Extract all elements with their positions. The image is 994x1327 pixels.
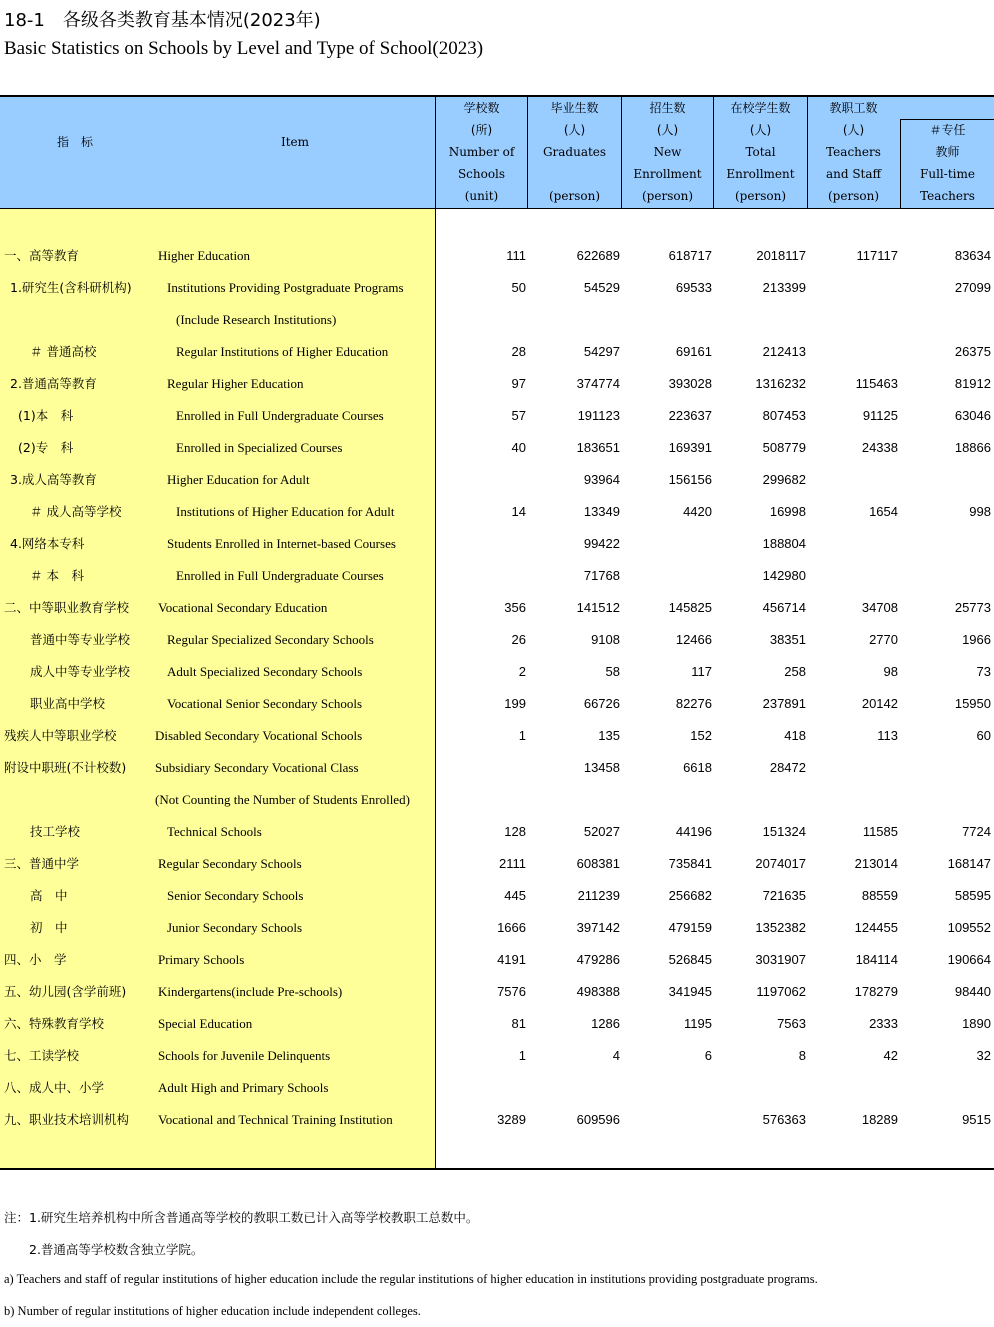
row-label-cn: 普通中等专业学校 — [30, 632, 131, 647]
table-row — [0, 240, 994, 272]
cell-fulltime-teachers: 1966 — [962, 632, 991, 647]
cell-schools: 97 — [511, 376, 526, 391]
cell-fulltime-teachers: 27099 — [954, 280, 991, 295]
cell-total-enrollment: 807453 — [762, 408, 806, 423]
row-label-cn: ＃ 成人高等学校 — [30, 504, 122, 519]
table-row — [0, 1072, 994, 1104]
row-label-cn: 残疾人中等职业学校 — [4, 728, 117, 743]
cell-graduates: 4 — [612, 1048, 620, 1063]
cell-schools: 57 — [511, 408, 526, 423]
row-label-cn: 职业高中学校 — [30, 696, 106, 711]
cell-staff: 115463 — [855, 376, 898, 391]
cell-total-enrollment: 28472 — [769, 760, 806, 775]
row-label-cn: 技工学校 — [30, 824, 81, 839]
cell-total-enrollment: 1352382 — [755, 920, 806, 935]
cell-new-enrollment: 44196 — [675, 824, 712, 839]
table-row — [0, 336, 994, 368]
cell-new-enrollment: 69161 — [675, 344, 712, 359]
cell-total-enrollment: 142980 — [762, 568, 806, 583]
row-label-cn: 三、普通中学 — [4, 856, 80, 871]
cell-graduates: 13349 — [583, 504, 620, 519]
cell-new-enrollment: 479159 — [668, 920, 712, 935]
table-row — [0, 976, 994, 1008]
cell-graduates: 135 — [598, 728, 620, 743]
table-row — [0, 944, 994, 976]
cell-staff: 113 — [877, 728, 898, 743]
cell-new-enrollment: 393028 — [668, 376, 712, 391]
table-row — [0, 752, 994, 784]
cell-graduates: 622689 — [576, 248, 620, 263]
cell-new-enrollment: 341945 — [668, 984, 712, 999]
cell-graduates: 13458 — [583, 760, 620, 775]
cell-new-enrollment: 82276 — [675, 696, 712, 711]
header-new-enrollment: 招生数 (人) New Enrollment (person) — [633, 101, 702, 203]
cell-schools: 111 — [506, 248, 526, 263]
table-row — [0, 592, 994, 624]
row-label-cn: 一、高等教育 — [4, 248, 80, 263]
table-row — [0, 656, 994, 688]
row-label-en: Regular Specialized Secondary Schools — [167, 632, 374, 647]
cell-schools: 40 — [511, 440, 526, 455]
header-staff: 教职工数 (人) Teachers and Staff (person) — [825, 101, 882, 203]
table-row — [0, 1104, 994, 1136]
cell-new-enrollment: 117 — [691, 664, 712, 679]
table-row — [0, 624, 994, 656]
cell-staff: 42 — [883, 1048, 898, 1063]
cell-fulltime-teachers: 109552 — [947, 920, 991, 935]
cell-graduates: 479286 — [576, 952, 620, 967]
row-label-cn: 九、职业技术培训机构 — [4, 1112, 130, 1127]
statistics-table — [0, 95, 994, 1170]
row-label-en: (Not Counting the Number of Students Enrolled) — [155, 792, 410, 807]
row-label-en: Regular Secondary Schools — [158, 856, 302, 871]
cell-fulltime-teachers: 98440 — [954, 984, 991, 999]
cell-total-enrollment: 8 — [798, 1048, 806, 1063]
cell-schools: 7576 — [497, 984, 526, 999]
cell-graduates: 9108 — [591, 632, 620, 647]
table-row — [0, 816, 994, 848]
cell-fulltime-teachers: 15950 — [954, 696, 991, 711]
cell-staff: 98 — [883, 664, 898, 679]
cell-fulltime-teachers: 998 — [969, 504, 991, 519]
table-row — [0, 432, 994, 464]
cell-staff: 18289 — [861, 1112, 898, 1127]
row-label-en: Vocational Senior Secondary Schools — [167, 696, 363, 711]
divider — [527, 97, 528, 208]
table-row — [0, 1040, 994, 1072]
row-label-cn: 六、特殊教育学校 — [4, 1016, 105, 1031]
header-fulltime: ＃专任 教师 Full-time Teachers — [920, 123, 975, 203]
cell-fulltime-teachers: 58595 — [954, 888, 991, 903]
cell-new-enrollment: 618717 — [668, 248, 712, 263]
cell-new-enrollment: 6618 — [683, 760, 712, 775]
header-item: Item — [280, 135, 310, 149]
cell-new-enrollment: 735841 — [668, 856, 712, 871]
table-row — [0, 560, 994, 592]
header-graduates: 毕业生数 (人) Graduates (person) — [542, 101, 607, 203]
row-label-en: Institutions of Higher Education for Adult — [176, 504, 395, 519]
cell-schools: 4191 — [497, 952, 526, 967]
cell-schools: 14 — [511, 504, 526, 519]
cell-new-enrollment: 526845 — [668, 952, 712, 967]
cell-new-enrollment: 223637 — [668, 408, 712, 423]
cell-graduates: 52027 — [583, 824, 620, 839]
table-row — [0, 880, 994, 912]
cell-new-enrollment: 156156 — [668, 472, 712, 487]
cell-schools: 128 — [504, 824, 526, 839]
table-header — [0, 97, 994, 209]
cell-staff: 88559 — [861, 888, 898, 903]
cell-schools: 199 — [504, 696, 526, 711]
cell-total-enrollment: 1316232 — [755, 376, 806, 391]
cell-fulltime-teachers: 81912 — [954, 376, 991, 391]
footnote-en-b: b) Number of regular institutions of higher education include independent colleges. — [4, 1304, 421, 1318]
cell-total-enrollment: 299682 — [762, 472, 806, 487]
cell-staff: 178279 — [854, 984, 898, 999]
cell-total-enrollment: 721635 — [762, 888, 806, 903]
cell-total-enrollment: 3031907 — [755, 952, 806, 967]
row-label-cn: 高 中 — [30, 888, 68, 903]
cell-fulltime-teachers: 26375 — [954, 344, 991, 359]
row-label-en: Higher Education for Adult — [167, 472, 310, 487]
cell-total-enrollment: 576363 — [762, 1112, 806, 1127]
cell-schools: 1 — [518, 1048, 526, 1063]
cell-graduates: 99422 — [583, 536, 620, 551]
cell-total-enrollment: 2018117 — [756, 248, 806, 263]
cell-graduates: 58 — [605, 664, 620, 679]
cell-graduates: 608381 — [576, 856, 620, 871]
cell-fulltime-teachers: 1890 — [962, 1016, 991, 1031]
row-label-en: (Include Research Institutions) — [176, 312, 337, 327]
cell-graduates: 498388 — [576, 984, 620, 999]
cell-new-enrollment: 169391 — [668, 440, 712, 455]
cell-new-enrollment: 69533 — [675, 280, 712, 295]
cell-new-enrollment: 256682 — [668, 888, 712, 903]
cell-new-enrollment: 4420 — [683, 504, 712, 519]
cell-schools: 1 — [518, 728, 526, 743]
row-label-cn: ＃ 普通高校 — [30, 344, 97, 359]
cell-staff: 213014 — [854, 856, 898, 871]
cell-total-enrollment: 237891 — [762, 696, 806, 711]
row-label-en: Primary Schools — [158, 952, 245, 967]
cell-fulltime-teachers: 63046 — [954, 408, 991, 423]
header-schools: 学校数 (所) Number of Schools (unit) — [448, 101, 515, 203]
cell-graduates: 609596 — [576, 1112, 620, 1127]
cell-new-enrollment: 1195 — [684, 1016, 712, 1031]
row-label-cn: 4.网络本专科 — [10, 536, 85, 551]
cell-schools: 445 — [504, 888, 526, 903]
cell-fulltime-teachers: 190664 — [947, 952, 991, 967]
footnote-cn-2: 2.普通高等学校数含独立学院。 — [4, 1242, 204, 1257]
cell-fulltime-teachers: 9515 — [962, 1112, 991, 1127]
row-label-en: Schools for Juvenile Delinquents — [158, 1048, 331, 1063]
footnote-en-a: a) Teachers and staff of regular institutions of higher education include the regular institutions of higher education in institutions providing postgraduate programs. — [4, 1272, 818, 1286]
cell-total-enrollment: 212413 — [762, 344, 806, 359]
cell-staff: 20142 — [861, 696, 898, 711]
cell-staff: 91125 — [862, 408, 898, 423]
cell-schools: 2111 — [499, 856, 526, 871]
row-label-cn: 2.普通高等教育 — [10, 376, 97, 391]
cell-new-enrollment: 145825 — [668, 600, 712, 615]
cell-total-enrollment: 38351 — [769, 632, 806, 647]
cell-graduates: 191123 — [577, 408, 620, 423]
row-label-en: Enrolled in Specialized Courses — [176, 440, 343, 455]
footnote-cn-1: 注：1.研究生培养机构中所含普通高等学校的教职工数已计入高等学校教职工总数中。 — [4, 1210, 479, 1225]
row-label-en: Vocational Secondary Education — [158, 600, 328, 615]
row-label-cn: 五、幼儿园(含学前班) — [4, 984, 127, 999]
cell-total-enrollment: 258 — [784, 664, 806, 679]
row-label-cn: 四、小 学 — [4, 952, 67, 967]
cell-total-enrollment: 151324 — [762, 824, 806, 839]
cell-staff: 24338 — [861, 440, 898, 455]
cell-staff: 34708 — [861, 600, 898, 615]
cell-total-enrollment: 213399 — [762, 280, 806, 295]
cell-total-enrollment: 418 — [784, 728, 806, 743]
row-label-cn: 附设中职班(不计校数) — [4, 760, 127, 775]
cell-graduates: 397142 — [576, 920, 620, 935]
row-label-cn: (2)专 科 — [18, 440, 74, 455]
cell-total-enrollment: 188804 — [762, 536, 806, 551]
divider — [713, 97, 714, 208]
cell-schools: 28 — [511, 344, 526, 359]
row-label-cn: 3.成人高等教育 — [10, 472, 97, 487]
cell-graduates: 211239 — [577, 888, 620, 903]
cell-schools: 50 — [511, 280, 526, 295]
header-total-enrollment: 在校学生数 (人) Total Enrollment (person) — [726, 101, 795, 203]
cell-staff: 11585 — [862, 824, 898, 839]
cell-staff: 117117 — [856, 248, 898, 263]
divider — [807, 97, 808, 208]
cell-fulltime-teachers: 60 — [976, 728, 991, 743]
cell-new-enrollment: 152 — [690, 728, 712, 743]
row-label-en: Vocational and Technical Training Institution — [158, 1112, 393, 1127]
cell-graduates: 66726 — [583, 696, 620, 711]
row-label-en: Kindergartens(include Pre-schools) — [158, 984, 343, 999]
cell-schools: 1666 — [497, 920, 526, 935]
row-label-cn: 八、成人中、小学 — [4, 1080, 105, 1095]
table-row — [0, 496, 994, 528]
cell-total-enrollment: 2074017 — [755, 856, 806, 871]
cell-graduates: 54529 — [583, 280, 620, 295]
cell-graduates: 183651 — [576, 440, 620, 455]
row-label-en: Disabled Secondary Vocational Schools — [155, 728, 363, 743]
row-label-en: Regular Institutions of Higher Education — [176, 344, 389, 359]
cell-staff: 1654 — [869, 504, 898, 519]
table-row — [0, 304, 994, 336]
row-label-en: Students Enrolled in Internet-based Courses — [167, 536, 396, 551]
row-label-en: Adult High and Primary Schools — [158, 1080, 329, 1095]
table-row — [0, 720, 994, 752]
row-label-en: Higher Education — [158, 248, 251, 263]
row-label-cn: 成人中等专业学校 — [30, 664, 131, 679]
cell-staff: 2333 — [869, 1016, 898, 1031]
row-label-cn: 二、中等职业教育学校 — [4, 600, 130, 615]
row-label-en: Enrolled in Full Undergraduate Courses — [176, 408, 384, 423]
row-label-en: Special Education — [158, 1016, 253, 1031]
cell-total-enrollment: 508779 — [762, 440, 806, 455]
row-label-cn: 七、工读学校 — [4, 1048, 80, 1063]
cell-schools: 2 — [518, 664, 526, 679]
header-indicator: 指 标 — [56, 135, 93, 149]
table-row — [0, 688, 994, 720]
table-row — [0, 1008, 994, 1040]
table-row — [0, 912, 994, 944]
table-row — [0, 784, 994, 816]
table-row — [0, 464, 994, 496]
cell-staff: 124455 — [854, 920, 898, 935]
cell-fulltime-teachers: 83634 — [954, 248, 991, 263]
table-row — [0, 848, 994, 880]
cell-fulltime-teachers: 168147 — [947, 856, 991, 871]
cell-total-enrollment: 1197062 — [756, 984, 806, 999]
row-label-en: Enrolled in Full Undergraduate Courses — [176, 568, 384, 583]
cell-fulltime-teachers: 7724 — [962, 824, 991, 839]
table-title-en: Basic Statistics on Schools by Level and Type of School(2023) — [4, 38, 484, 59]
table-row — [0, 368, 994, 400]
cell-fulltime-teachers: 18866 — [954, 440, 991, 455]
table-row — [0, 272, 994, 304]
row-label-en: Adult Specialized Secondary Schools — [167, 664, 363, 679]
cell-schools: 81 — [511, 1016, 526, 1031]
cell-graduates: 374774 — [576, 376, 620, 391]
row-label-cn: (1)本 科 — [18, 408, 74, 423]
cell-graduates: 141512 — [576, 600, 620, 615]
row-label-en: Senior Secondary Schools — [167, 888, 304, 903]
cell-total-enrollment: 456714 — [762, 600, 806, 615]
row-label-en: Junior Secondary Schools — [167, 920, 303, 935]
row-label-cn: 1.研究生(含科研机构) — [10, 280, 132, 295]
row-label-cn: ＃ 本 科 — [30, 568, 84, 583]
cell-graduates: 1286 — [591, 1016, 620, 1031]
cell-total-enrollment: 16998 — [769, 504, 806, 519]
divider — [621, 97, 622, 208]
table-title-cn: 18-1 各级各类教育基本情况(2023年) — [4, 10, 321, 31]
cell-schools: 3289 — [497, 1112, 526, 1127]
table-row — [0, 400, 994, 432]
table-row — [0, 528, 994, 560]
cell-schools: 26 — [511, 632, 526, 647]
cell-staff: 2770 — [869, 632, 898, 647]
cell-graduates: 93964 — [583, 472, 620, 487]
cell-staff: 184114 — [855, 952, 898, 967]
cell-new-enrollment: 12466 — [675, 632, 712, 647]
row-label-en: Institutions Providing Postgraduate Programs — [167, 280, 404, 295]
cell-fulltime-teachers: 32 — [976, 1048, 991, 1063]
row-label-en: Regular Higher Education — [167, 376, 304, 391]
row-label-en: Technical Schools — [167, 824, 262, 839]
cell-graduates: 71768 — [583, 568, 620, 583]
cell-total-enrollment: 7563 — [777, 1016, 806, 1031]
cell-new-enrollment: 6 — [704, 1048, 712, 1063]
cell-schools: 356 — [504, 600, 526, 615]
cell-fulltime-teachers: 73 — [976, 664, 991, 679]
cell-fulltime-teachers: 25773 — [954, 600, 991, 615]
cell-graduates: 54297 — [583, 344, 620, 359]
row-label-en: Subsidiary Secondary Vocational Class — [155, 760, 359, 775]
row-label-cn: 初 中 — [30, 920, 68, 935]
